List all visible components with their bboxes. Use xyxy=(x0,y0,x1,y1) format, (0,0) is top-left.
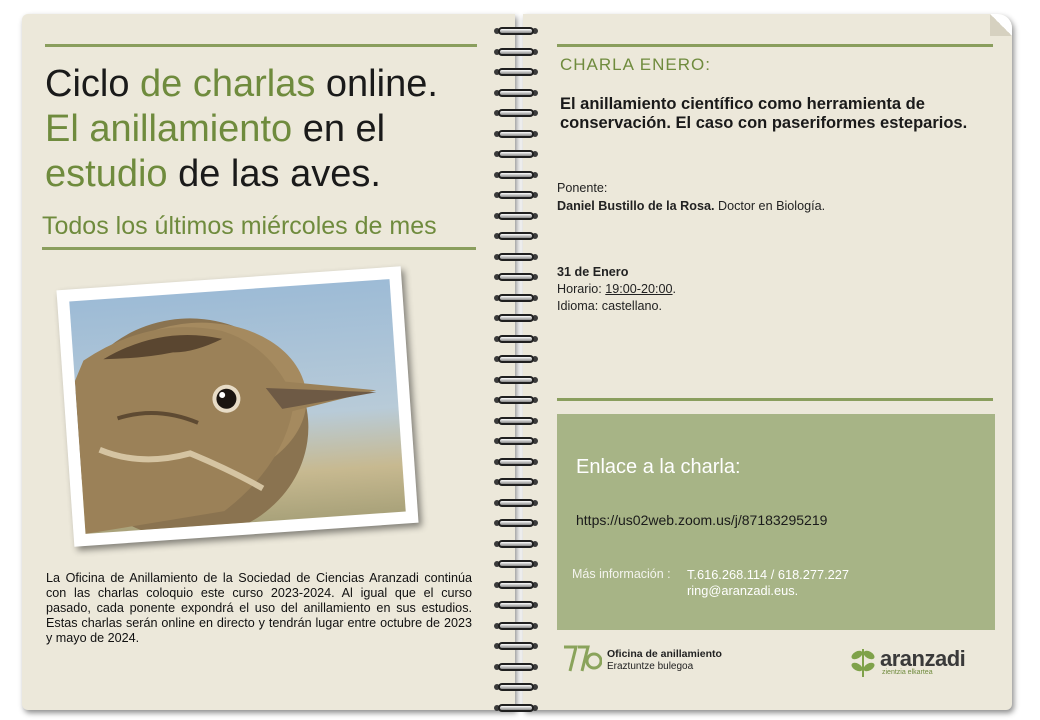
more-info xyxy=(687,567,849,599)
aranzadi-logo-sub: zientzia elkartea xyxy=(882,669,933,676)
spiral-ring xyxy=(494,682,538,692)
spiral-ring xyxy=(494,662,538,672)
link-box xyxy=(557,414,995,630)
language: Idioma: castellano. xyxy=(557,299,663,313)
spiral-ring xyxy=(494,703,538,713)
spiral-ring xyxy=(494,477,538,487)
spiral-binding xyxy=(494,26,538,716)
bird-photo xyxy=(56,266,418,546)
spiral-ring xyxy=(494,457,538,467)
box-rule xyxy=(557,398,993,401)
spiral-ring xyxy=(494,559,538,569)
title-part: Ciclo xyxy=(45,63,141,105)
spiral-ring xyxy=(494,518,538,528)
spiral-ring xyxy=(494,149,538,159)
office-name-basque: Eraztuntze bulegoa xyxy=(607,661,694,672)
spiral-ring xyxy=(494,129,538,139)
aranzadi-leaf-icon xyxy=(848,645,878,684)
zoom-link[interactable]: https://us02web.zoom.us/j/87183295219 xyxy=(576,512,828,528)
title-part: El anillamiento xyxy=(45,108,293,150)
schedule-end: . xyxy=(672,282,677,296)
office-name: Oficina de anillamiento xyxy=(607,648,722,660)
spiral-ring xyxy=(494,313,538,323)
top-rule-left xyxy=(45,44,477,47)
spiral-ring xyxy=(494,354,538,364)
title-part: en el xyxy=(292,108,386,150)
subtitle: Todos los últimos miércoles de mes xyxy=(42,212,437,240)
title-part: de las aves. xyxy=(167,153,381,195)
schedule-time: 19:00-20:00 xyxy=(605,282,673,296)
spiral-ring xyxy=(494,47,538,57)
spiral-ring xyxy=(494,395,538,405)
more-info-label: Más información : xyxy=(572,567,671,581)
spiral-ring xyxy=(494,88,538,98)
aranzadi-logo-text: aranzadi xyxy=(880,646,966,671)
title-part: de charlas xyxy=(140,63,316,105)
skylark-illustration xyxy=(69,279,405,534)
title-part: estudio xyxy=(45,153,168,195)
talk-date: 31 de Enero xyxy=(557,265,629,279)
speaker-name: Daniel Bustillo de la Rosa. xyxy=(557,199,715,213)
spiral-ring xyxy=(494,621,538,631)
ring-office-logo-text xyxy=(607,648,722,673)
subtitle-rule xyxy=(42,247,476,250)
spiral-ring xyxy=(494,272,538,282)
talk-title: El anillamiento científico como herramienta de conservación. El caso con paseriformes esteparios. xyxy=(560,95,968,132)
speaker-desc: Doctor en Biología. xyxy=(714,199,826,213)
link-heading: Enlace a la charla: xyxy=(576,456,741,478)
spiral-ring xyxy=(494,190,538,200)
spiral-ring xyxy=(494,580,538,590)
spiral-ring xyxy=(494,170,538,180)
month-heading: CHARLA ENERO: xyxy=(560,55,711,74)
spiral-ring xyxy=(494,539,538,549)
spiral-ring xyxy=(494,252,538,262)
spiral-ring xyxy=(494,293,538,303)
spiral-ring xyxy=(494,416,538,426)
spiral-ring xyxy=(494,375,538,385)
spiral-ring xyxy=(494,436,538,446)
spiral-ring xyxy=(494,67,538,77)
spiral-ring xyxy=(494,108,538,118)
top-rule-right xyxy=(557,44,993,47)
bird-image xyxy=(69,279,405,534)
spiral-ring xyxy=(494,334,538,344)
page-title xyxy=(45,62,495,197)
email-link[interactable]: ring@aranzadi.eus. xyxy=(687,583,799,598)
spiral-ring xyxy=(494,641,538,651)
schedule xyxy=(557,282,676,296)
spiral-ring xyxy=(494,231,538,241)
spiral-ring xyxy=(494,26,538,36)
spiral-ring xyxy=(494,498,538,508)
spiral-ring xyxy=(494,600,538,610)
spiral-ring xyxy=(494,211,538,221)
phone-numbers: T.616.268.114 / 618.277.227 xyxy=(687,567,849,582)
speaker xyxy=(557,199,825,213)
speaker-label: Ponente: xyxy=(557,181,608,195)
schedule-label: Horario: xyxy=(557,282,606,296)
intro-paragraph: La Oficina de Anillamiento de la Sociedad de Ciencias Aranzadi continúa con las charlas coloquio este curso 2023-2024. Al igual que el curso pasado, cada ponente expondrá el uso del anillamiento en sus estudios. Estas charlas serán online en directo y tendrán lugar entre octubre de 2023 y mayo de 2024. xyxy=(46,571,472,645)
title-part: online. xyxy=(315,63,438,105)
ring-office-logo-icon xyxy=(562,643,602,680)
